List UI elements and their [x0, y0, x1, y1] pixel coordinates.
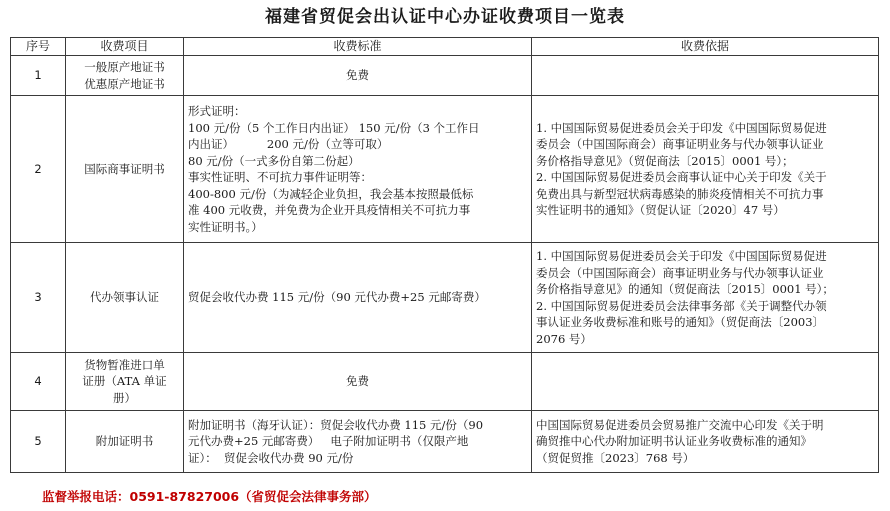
header-no: 序号: [11, 38, 66, 56]
table-header-row: [11, 38, 879, 56]
basis-line: 2076 号）: [536, 331, 592, 346]
standard-line: 贸促会收代办费 115 元/份（90 元代办费+25 元邮寄费）: [188, 290, 486, 305]
row-standard: [184, 96, 532, 243]
row-item: [66, 56, 184, 96]
row-standard: [184, 353, 532, 411]
row-standard: [184, 411, 532, 473]
item-line: 一般原产地证书: [84, 60, 165, 74]
standard-line: 80 元/份（一式多份自第二份起）: [188, 153, 360, 168]
basis-line: 实性证明书的通知》（贸促认证〔2020〕47 号）: [536, 203, 785, 217]
basis-line: 务价格指导意见》的通知（贸促商法〔2015〕0001 号）；: [536, 282, 834, 296]
row-standard: [184, 56, 532, 96]
basis-line: 2. 中国国际贸易促进委员会商事认证中心关于印发《关于: [536, 170, 827, 184]
item-line: 代办领事认证: [90, 290, 159, 305]
basis-line: 确贸推中心代办附加证明书认证业务收费标准的通知》: [536, 434, 812, 449]
row-no: 2: [11, 96, 66, 243]
item-line: 货物暂准进口单: [84, 357, 165, 372]
standard-line: 事实性证明、不可抗力事件证明等：: [188, 170, 372, 184]
basis-line: 事认证业务收费标准和账号的通知》（贸促商法〔2003〕: [536, 315, 825, 329]
row-no: 3: [11, 243, 66, 353]
basis-line: 委员会（中国国际商会）商事证明业务与代办领事认证业: [536, 137, 824, 151]
header-basis: 收费依据: [532, 38, 879, 56]
item-line: 册）: [113, 390, 136, 405]
standard-line: 内出证） 200 元/份（立等可取）: [188, 137, 389, 151]
basis-line: （贸促贸推〔2023〕768 号）: [536, 450, 695, 465]
basis-line: 1. 中国国际贸易促进委员会关于印发《中国国际贸易促进: [536, 120, 827, 135]
row-no: 4: [11, 353, 66, 411]
standard-line: 实性证明书。）: [188, 219, 263, 234]
row-item: [66, 411, 184, 473]
standard-line: 附加证明书（海牙认证）：贸促会收代办费 115 元/份（90: [188, 417, 484, 432]
table-row: [11, 353, 879, 411]
standard-line: 形式证明：: [188, 104, 246, 118]
table-row: [11, 411, 879, 473]
row-basis: [532, 96, 879, 243]
row-basis: [532, 353, 879, 411]
complaint-hotline: 监督举报电话：0591-87827006（省贸促会法律事务部）: [42, 489, 377, 504]
row-item: [66, 96, 184, 243]
basis-line: 中国国际贸易促进委员会贸易推广交流中心印发《关于明: [536, 417, 824, 432]
basis-line: 务价格指导意见》（贸促商法〔2015〕0001 号）；: [536, 153, 794, 168]
header-standard: 收费标准: [184, 38, 532, 56]
basis-line: 2. 中国国际贸易促进委员会法律事务部《关于调整代办领: [536, 298, 827, 313]
item-line: 国际商事证明书: [84, 161, 165, 176]
row-standard: [184, 243, 532, 353]
basis-line: 1. 中国国际贸易促进委员会关于印发《中国国际贸易促进: [536, 249, 827, 263]
header-item: 收费项目: [66, 38, 184, 56]
table-row: [11, 96, 879, 243]
fee-table: [10, 37, 879, 473]
row-basis: [532, 243, 879, 353]
standard-line: 100 元/份（5 个工作日内出证） 150 元/份（3 个工作日: [188, 120, 480, 135]
table-row: [11, 243, 879, 353]
item-line: 附加证明书: [95, 434, 154, 449]
row-no: 1: [11, 56, 66, 96]
row-no: 5: [11, 411, 66, 473]
item-line: 优惠原产地证书: [84, 76, 165, 91]
item-line: 证册（ATA 单证: [82, 374, 167, 389]
row-basis: [532, 411, 879, 473]
standard-line: 免费: [346, 374, 369, 389]
row-item: [66, 243, 184, 353]
standard-line: 元代办费+25 元邮寄费） 电子附加证明书（仅限产地: [188, 434, 469, 449]
standard-line: 免费: [346, 68, 369, 83]
standard-line: 证）： 贸促会收代办费 90 元/份: [188, 450, 354, 465]
basis-line: 免费出具与新型冠状病毒感染的肺炎疫情相关不可抗力事: [536, 186, 824, 201]
basis-line: 委员会（中国国际商会）商事证明业务与代办领事认证业: [536, 265, 824, 280]
row-item: [66, 353, 184, 411]
standard-line: 400-800 元/份（为减轻企业负担，我会基本按照最低标: [188, 186, 474, 201]
page-title: 福建省贸促会出认证中心办证收费项目一览表: [265, 7, 625, 27]
row-basis: [532, 56, 879, 96]
standard-line: 准 400 元收费，并免费为企业开具疫情相关不可抗力事: [188, 203, 471, 217]
table-row: [11, 56, 879, 96]
